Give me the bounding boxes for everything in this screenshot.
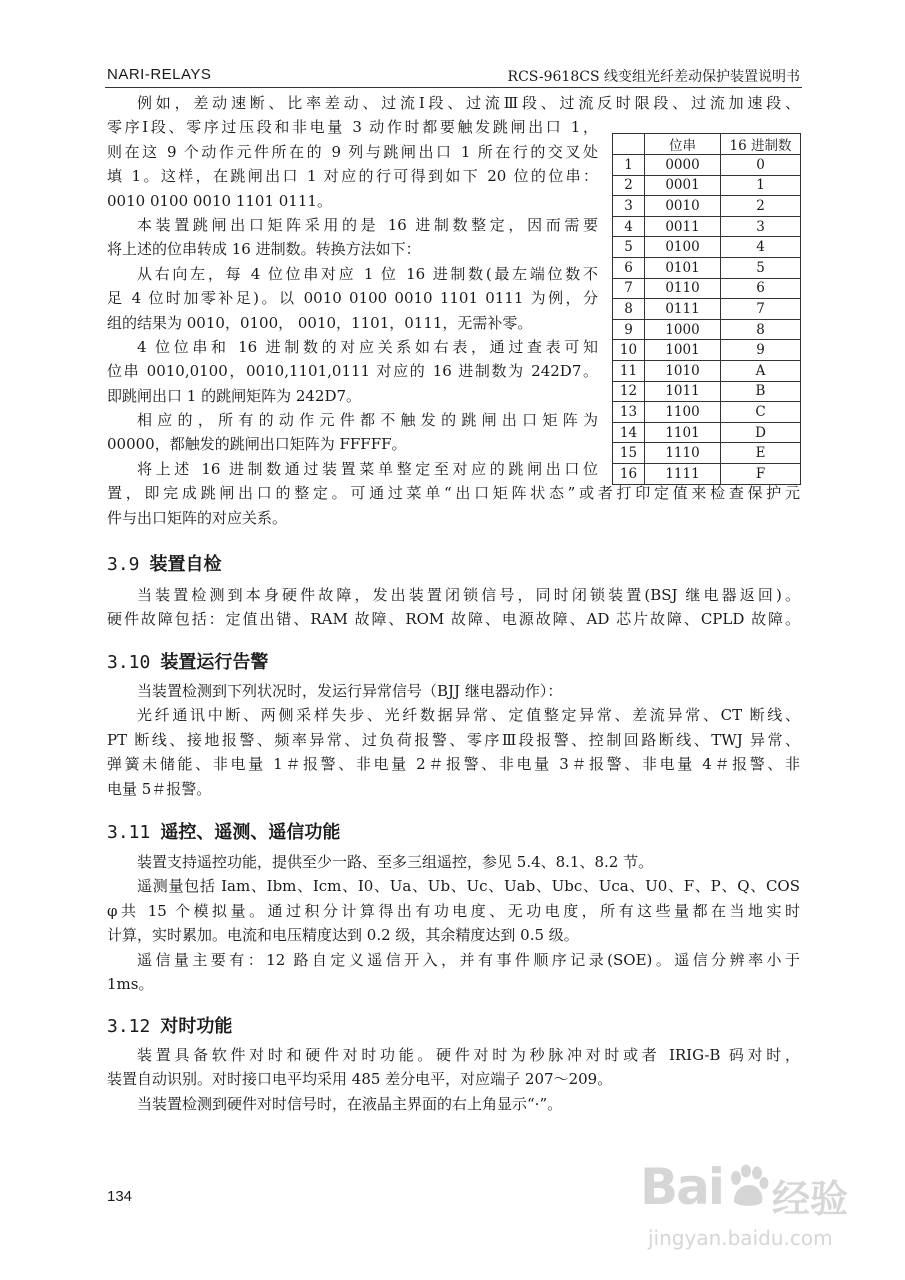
header-document-title: RCS-9618CS 线变组光纤差动保护装置说明书: [507, 69, 800, 85]
row-index-cell: 3: [613, 196, 645, 217]
text-line: 从右向左，每 4 位位串对应 1 位 16 进制数(最左端位数不: [137, 264, 598, 283]
hex-digit-cell: 7: [721, 299, 801, 320]
header-brand: NARI-RELAYS: [107, 66, 212, 83]
bit-string-cell: 1100: [645, 402, 721, 423]
row-index-cell: 12: [613, 381, 645, 402]
section-title: 装置运行告警: [160, 652, 269, 673]
bit-string-cell: 1010: [645, 360, 721, 381]
hex-digit-cell: 4: [721, 237, 801, 258]
column-header: 位串: [645, 134, 721, 155]
text-line: 零序Ⅰ段、零序过压段和非电量 3 动作时都要触发跳闸出口 1，: [107, 118, 598, 137]
text-line: 电量 5＃报警。: [107, 779, 212, 798]
hex-digit-cell: 8: [721, 319, 801, 340]
table-row: [613, 381, 801, 402]
table-row: [613, 216, 801, 237]
hex-digit-cell: E: [721, 443, 801, 464]
text-line: 弹簧未储能、非电量 1＃报警、非电量 2＃报警、非电量 3＃报警、非电量 4＃报警、非: [107, 755, 800, 774]
bit-string-cell: 0110: [645, 278, 721, 299]
section-body-3-9: [107, 583, 800, 632]
paw-icon: [726, 1164, 770, 1208]
row-index-cell: 13: [613, 402, 645, 423]
hex-digit-cell: 0: [721, 155, 801, 176]
text-line: 即跳闸出口 1 的跳闸矩阵为 242D7。: [107, 386, 362, 405]
hex-digit-cell: 1: [721, 175, 801, 196]
row-index-cell: 10: [613, 340, 645, 361]
text-line: 遥测量包括 Iam、Ibm、Icm、I0、Ua、Ub、Uc、Uab、Ubc、Uca、U0、F、P、Q、COS: [137, 877, 800, 896]
section-number: 3.12: [107, 1016, 151, 1037]
row-index-cell: 15: [613, 443, 645, 464]
section-title: 装置自检: [149, 554, 222, 575]
row-index-cell: 11: [613, 360, 645, 381]
table-row: [613, 340, 801, 361]
bit-string-cell: 0111: [645, 299, 721, 320]
hex-digit-cell: 5: [721, 257, 801, 278]
row-index-cell: 2: [613, 175, 645, 196]
hex-digit-cell: 9: [721, 340, 801, 361]
table-row: [613, 299, 801, 320]
text-line: 相应的，所有的动作元件都不触发的跳闸出口矩阵为: [137, 411, 598, 430]
section-heading-3-12: [107, 1012, 232, 1038]
section-body-3-12: [107, 1043, 800, 1116]
header-divider: [105, 87, 802, 88]
watermark-url: jingyan.baidu.com: [648, 1226, 833, 1250]
text-line: 填 1。这样，在跳闸出口 1 对应的行可得到如下 20 位的位串：: [107, 167, 598, 186]
table-row: [613, 175, 801, 196]
row-index-cell: 5: [613, 237, 645, 258]
hex-digit-cell: B: [721, 381, 801, 402]
table-row: [613, 319, 801, 340]
text-line: 00000，都触发的跳闸出口矩阵为 FFFFF。: [107, 435, 407, 454]
text-line: 装置具备软件对时和硬件对时功能。硬件对时为秒脉冲对时或者 IRIG-B 码对时，: [137, 1046, 800, 1064]
section-heading-3-11: [107, 818, 340, 844]
hex-digit-cell: 6: [721, 278, 801, 299]
row-index-cell: 4: [613, 216, 645, 237]
table-row: [613, 402, 801, 423]
text-line: PT 断线、接地报警、频率异常、过负荷报警、零序Ⅲ段报警、控制回路断线、TWJ 异常、: [107, 730, 800, 749]
row-index-cell: 7: [613, 278, 645, 299]
hex-digit-cell: 3: [721, 216, 801, 237]
text-line: 将上述 16 进制数通过装置菜单整定至对应的跳闸出口位: [137, 459, 598, 478]
section-heading-3-10: [107, 648, 268, 674]
bit-string-cell: 1101: [645, 422, 721, 443]
section-title: 对时功能: [160, 1016, 233, 1037]
text-line: 4 位位串和 16 进制数的对应关系如右表，通过查表可知: [137, 337, 598, 356]
text-line: 遥信量主要有：12 路自定义遥信开入，并有事件顺序记录(SOE)。遥信分辨率小于: [137, 950, 800, 969]
table-row: [613, 155, 801, 176]
bit-string-cell: 0000: [645, 155, 721, 176]
text-line: 当装置检测到硬件对时信号时，在液晶主界面的右上角显示“·”。: [137, 1094, 563, 1113]
text-line: 将上述的位串转成 16 进制数。转换方法如下：: [107, 240, 421, 259]
text-line: 装置自动识别。对时接口电平均采用 485 差分电平，对应端子 207～209。: [107, 1070, 613, 1089]
text-line: 位串 0010,0100，0010,1101,0111 对应的 16 进制数为 242D7。: [107, 362, 598, 381]
table-row: [613, 257, 801, 278]
watermark-brand-cn: 经验: [772, 1177, 849, 1221]
row-index-cell: 1: [613, 155, 645, 176]
hex-digit-cell: A: [721, 360, 801, 381]
page-number: 134: [107, 1188, 133, 1205]
bit-string-cell: 0010: [645, 196, 721, 217]
text-line: 足 4 位时加零补足)。以 0010 0100 0010 1101 0111 为例，分: [107, 289, 598, 308]
bit-string-cell: 0001: [645, 175, 721, 196]
section-body-3-10: [107, 679, 800, 801]
bit-string-cell: 1110: [645, 443, 721, 464]
column-header: [613, 134, 645, 155]
bit-string-cell: 0101: [645, 257, 721, 278]
table-row: [613, 196, 801, 217]
table-row: [613, 443, 801, 464]
bit-string-cell: 1001: [645, 340, 721, 361]
row-index-cell: 9: [613, 319, 645, 340]
baidu-jingyan-watermark: [640, 1150, 870, 1260]
hex-digit-cell: C: [721, 402, 801, 423]
text-line: 件与出口矩阵的对应关系。: [107, 508, 288, 527]
section-title: 遥控、遥测、遥信功能: [160, 822, 341, 843]
table-row: [613, 237, 801, 258]
section-number: 3.9: [107, 554, 140, 575]
bit-string-cell: 1011: [645, 381, 721, 402]
text-line: 1ms。: [107, 974, 154, 993]
bit-string-hex-table: [612, 133, 801, 485]
text-line: 例如，差动速断、比率差动、过流Ⅰ段、过流Ⅲ段、过流反时限段、过流加速段、: [137, 94, 800, 112]
hex-digit-cell: 2: [721, 196, 801, 217]
section-number: 3.10: [107, 652, 151, 673]
watermark-logo-text: Bai: [640, 1158, 723, 1216]
text-line: 当装置检测到本身硬件故障，发出装置闭锁信号，同时闭锁装置(BSJ 继电器返回)。: [137, 586, 800, 604]
row-index-cell: 8: [613, 299, 645, 320]
table-row: [613, 422, 801, 443]
table-row: [613, 278, 801, 299]
table-header-row: [613, 134, 801, 155]
bit-string-cell: 0100: [645, 237, 721, 258]
column-header: 16 进制数: [721, 134, 801, 155]
bit-string-cell: 1111: [645, 463, 721, 484]
table-row: [613, 360, 801, 381]
bit-string-cell: 1000: [645, 319, 721, 340]
text-line: 组的结果为 0010，0100， 0010，1101，0111，无需补零。: [107, 313, 533, 332]
hex-digit-cell: F: [721, 463, 801, 484]
row-index-cell: 14: [613, 422, 645, 443]
section-heading-3-9: [107, 550, 222, 576]
bit-string-cell: 0011: [645, 216, 721, 237]
text-line: 则在这 9 个动作元件所在的 9 列与跳闸出口 1 所在行的交叉处: [107, 142, 598, 161]
hex-digit-cell: D: [721, 422, 801, 443]
text-line: 当装置检测到下列状况时，发运行异常信号（BJJ 继电器动作）：: [137, 682, 563, 700]
text-line: 装置支持遥控功能，提供至少一路、至多三组遥控，参见 5.4、8.1、8.2 节。: [137, 853, 654, 871]
text-line: 0010 0100 0010 1101 0111。: [107, 191, 332, 210]
text-line: 置，即完成跳闸出口的整定。可通过菜单“出口矩阵状态”或者打印定值来检查保护元: [107, 484, 800, 503]
text-line: 计算，实时累加。电流和电压精度达到 0.2 级，其余精度达到 0.5 级。: [107, 926, 579, 945]
table-row: [613, 463, 801, 484]
text-line: 光纤通讯中断、两侧采样失步、光纤数据异常、定值整定异常、差流异常、CT 断线、: [137, 706, 800, 725]
section-number: 3.11: [107, 822, 151, 843]
text-line: 本装置跳闸出口矩阵采用的是 16 进制数整定，因而需要: [137, 215, 598, 234]
row-index-cell: 16: [613, 463, 645, 484]
row-index-cell: 6: [613, 257, 645, 278]
text-line: 硬件故障包括：定值出错、RAM 故障、ROM 故障、电源故障、AD 芯片故障、CPLD 故障。: [107, 610, 800, 629]
text-line: φ共 15 个模拟量。通过积分计算得出有功电度、无功电度，所有这些量都在当地实时: [107, 901, 800, 920]
section-body-3-11: [107, 850, 800, 996]
